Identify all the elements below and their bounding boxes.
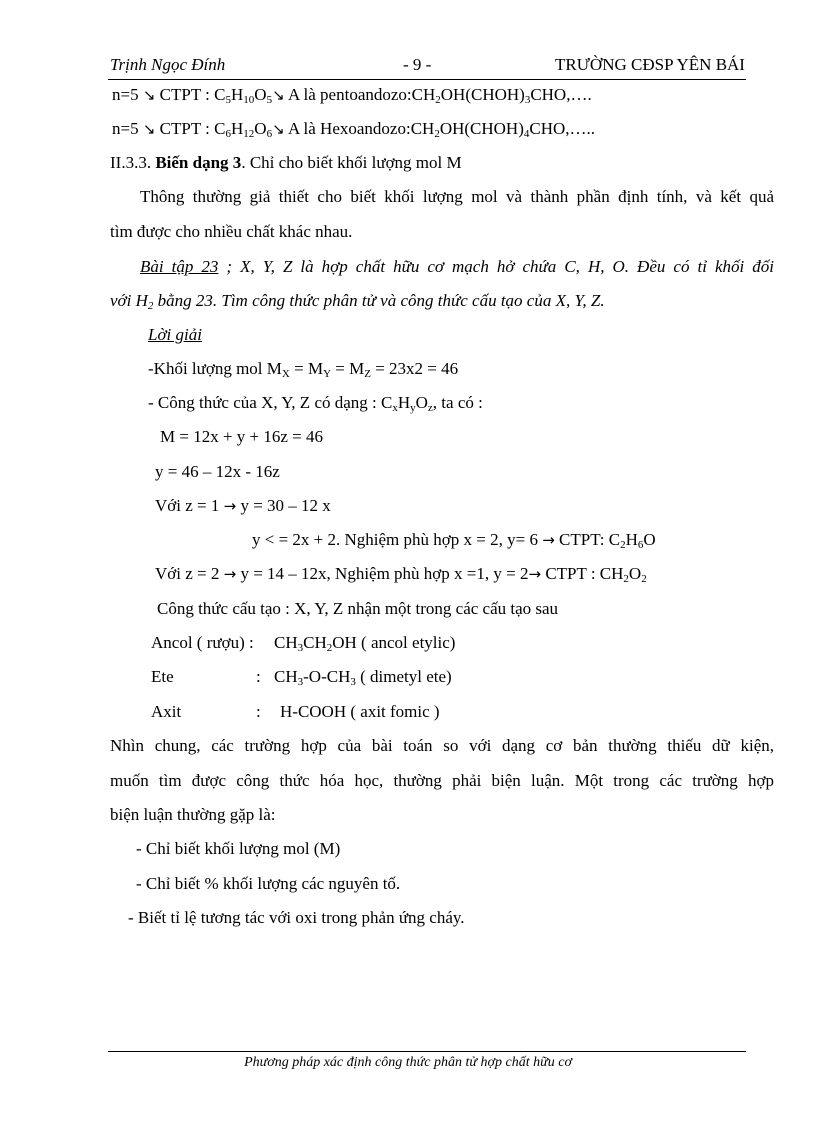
- header-page-number: - 9 -: [403, 55, 432, 74]
- section-heading: II.3.3. Biến dạng 3. Chỉ cho biết khối lượng mol M: [110, 153, 462, 172]
- arrow-icon: ↘: [142, 120, 156, 138]
- case-z1-line: Với z = 1 → y = 30 – 12 x: [155, 496, 331, 515]
- arrow-right-icon: →: [528, 565, 542, 583]
- exercise-line: Bài tập 23 ; X, Y, Z là hợp chất hữu cơ mạch hở chứa C, H, O. Đều có tỉ khối đối: [140, 257, 774, 276]
- formula-line: - Công thức của X, Y, Z có dạng : $C_xH_yO_z$, ta có :: [148, 393, 483, 414]
- paragraph-line: biện luận thường gặp là:: [110, 805, 276, 824]
- bullet-item: - Chỉ biết khối lượng mol (M): [136, 839, 341, 858]
- header-school: TRƯỜNG CĐSP YÊN BÁI: [555, 55, 745, 74]
- structure-intro: Công thức cấu tạo : X, Y, Z nhận một trong các cấu tạo sau: [157, 599, 559, 618]
- footer-text: Phương pháp xác định công thức phân tử hợp chất hữu cơ: [244, 1055, 572, 1070]
- paragraph-line: Nhìn chung, các trường hợp của bài toán so với dạng cơ bản thường thiếu dữ kiện,: [110, 736, 774, 755]
- paragraph-line: tìm được cho nhiều chất khác nhau.: [110, 222, 353, 241]
- solution-label: Lời giải: [148, 325, 202, 344]
- bullet-item: - Chỉ biết % khối lượng các nguyên tố.: [136, 874, 401, 893]
- ete-label: Ete: [151, 667, 174, 686]
- equation-line: M = 12x + y + 16z = 46: [160, 427, 324, 446]
- bullet-item: - Biết tỉ lệ tương tác với oxi trong phản ứng cháy.: [128, 908, 465, 927]
- line-pentose: n=5 ↘ CTPT : $C_5H_{10}O_5↘$ A là $pentoandozo:CH_2OH(CHOH)_3CHO,\dots$.: [112, 85, 592, 106]
- arrow-right-icon: →: [223, 497, 237, 515]
- header-author: Trịnh Ngọc Đính: [110, 55, 226, 74]
- case-z2-line: Với z = 2 → y = 14 – 12x, Nghiệm phù hợp x =1, y = 2→ CTPT : $CH_2O_2$: [155, 564, 647, 585]
- arrow-right-icon: →: [223, 565, 237, 583]
- ancol-formula: $CH_3CH_2OH$ ( ancol etylic): [274, 633, 456, 654]
- ancol-label: Ancol ( rượu) :: [151, 633, 254, 652]
- molar-mass-line: -Khối lượng mol $M_X = M_Y = M_Z = 23x2 = 46$: [148, 359, 459, 380]
- paragraph-line: Thông thường giả thiết cho biết khối lượng mol và thành phần định tính, và kết quả: [140, 187, 774, 206]
- arrow-icon: ↘: [142, 86, 156, 104]
- exercise-line: với $H_2$ bằng 23. Tìm công thức phân tử và công thức cấu tạo của X, Y, Z.: [110, 291, 605, 312]
- arrow-right-icon: →: [542, 531, 555, 549]
- arrow-icon: ↘: [272, 86, 285, 104]
- footer-rule: [108, 1051, 746, 1052]
- ete-formula: $CH_3-O-CH_3$ ( dimetyl ete): [274, 667, 452, 688]
- axit-label: Axit: [151, 702, 182, 721]
- equation-line: y = 46 – 12x - 16z: [155, 462, 280, 481]
- axit-formula: H-COOH ( axit fomic ): [280, 702, 440, 721]
- ete-colon: :: [256, 667, 261, 686]
- axit-colon: :: [256, 702, 261, 721]
- line-hexose: n=5 ↘ CTPT : $C_6H_{12}O_6↘$ A là $Hexoandozo:CH_2OH(CHOH)_4CHO,\dots$..: [112, 119, 596, 140]
- paragraph-line: muốn tìm được công thức hóa học, thường phải biện luận. Một trong các trường hợp: [110, 771, 774, 790]
- arrow-icon: ↘: [272, 120, 285, 138]
- condition-line: y < = 2x + 2. Nghiệm phù hợp x = 2, y= 6 → CTPT: $C_2H_6O$: [252, 530, 656, 551]
- header-rule: [108, 79, 746, 80]
